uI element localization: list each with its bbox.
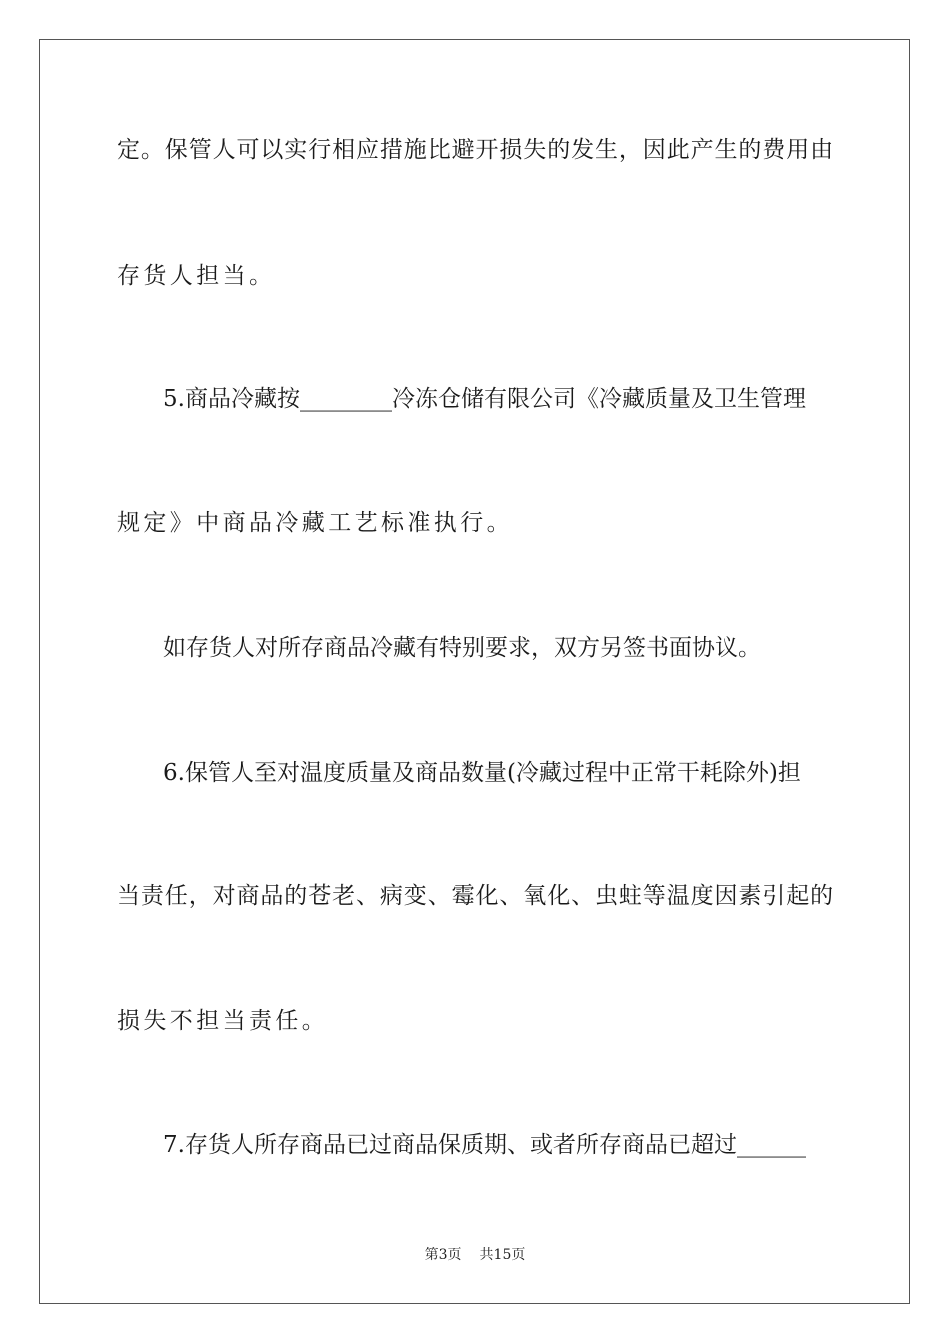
page-footer — [0, 1246, 950, 1264]
paragraph-line-6: 6.保管人至对温度质量及商品数量(冷藏过程中正常干耗除外)担 — [163, 760, 801, 786]
paragraph-line-4: 规定》中商品冷藏工艺标准执行。 — [117, 510, 513, 536]
paragraph-line-7: 当责任，对商品的苍老、病变、霉化、氧化、虫蛀等温度因素引起的 — [117, 883, 834, 909]
paragraph-line-8: 损失不担当责任。 — [117, 1008, 329, 1034]
page-border — [39, 39, 910, 1304]
paragraph-line-9: 7.存货人所存商品已过商品保质期、或者所存商品已超过______ — [163, 1132, 806, 1158]
paragraph-line-3: 5.商品冷藏按________冷冻仓储有限公司《冷藏质量及卫生管理 — [163, 386, 806, 412]
paragraph-line-5: 如存货人对所存商品冷藏有特别要求，双方另签书面协议。 — [163, 635, 761, 661]
paragraph-line-1: 定。保管人可以实行相应措施比避开损失的发生，因此产生的费用由 — [117, 137, 834, 163]
page-total: 共15页 — [479, 1247, 526, 1263]
page-number: 第3页 — [424, 1247, 462, 1263]
paragraph-line-2: 存货人担当。 — [117, 263, 276, 289]
